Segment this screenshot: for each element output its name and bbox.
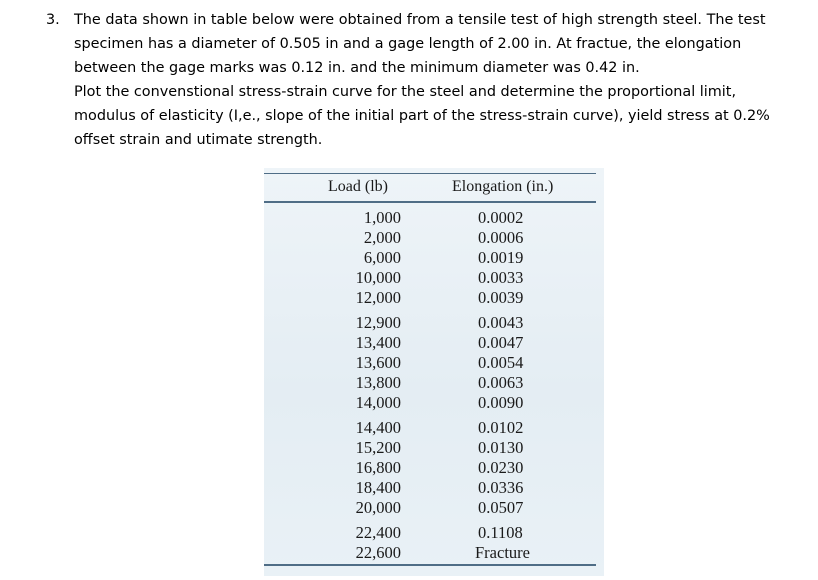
- elongation-cell: 0.0063: [478, 373, 524, 392]
- load-cell: 12,900: [355, 313, 401, 332]
- problem-line: offset strain and utimate strength.: [74, 132, 323, 148]
- load-column: [341, 208, 401, 563]
- elongation-cell: 0.0019: [478, 248, 524, 267]
- problem-line: specimen has a diameter of 0.505 in and a gage length of 2.00 in. At fractue, the elongation: [74, 36, 742, 52]
- load-cell: 20,000: [355, 498, 401, 517]
- elongation-cell: 0.0006: [478, 228, 524, 247]
- elongation-cell: 0.0054: [478, 353, 524, 372]
- load-cell: 22,400: [355, 523, 401, 542]
- elongation-cell: 0.0002: [478, 208, 524, 227]
- elongation-cell: 0.0047: [478, 333, 524, 352]
- problem-line: Plot the convenstional stress-strain curve for the steel and determine the proportional limit,: [74, 84, 737, 100]
- header-elongation: Elongation (in.): [452, 178, 554, 195]
- table-top-rule: [264, 173, 596, 174]
- load-cell: 13,400: [355, 333, 401, 352]
- load-cell: 14,000: [355, 393, 401, 412]
- load-cell: 13,800: [355, 373, 401, 392]
- elongation-column: [475, 208, 548, 563]
- load-cell: 1,000: [363, 208, 401, 227]
- elongation-cell: 0.0102: [478, 418, 524, 437]
- elongation-cell: 0.1108: [478, 523, 523, 542]
- problem-line: The data shown in table below were obtained from a tensile test of high strength steel. The test: [74, 12, 766, 28]
- problem-paragraph-2: [74, 80, 802, 152]
- load-cell: 10,000: [355, 268, 401, 287]
- load-cell: 22,600: [355, 543, 401, 562]
- table-bottom-rule: [264, 564, 596, 566]
- header-load: Load (lb): [328, 178, 388, 195]
- tensile-test-table: [264, 168, 604, 576]
- problem-paragraph-1: [74, 8, 802, 80]
- elongation-cell: 0.0043: [478, 313, 524, 332]
- load-cell: 12,000: [355, 288, 401, 307]
- load-cell: 14,400: [355, 418, 401, 437]
- elongation-cell-fracture: Fracture: [475, 543, 530, 562]
- problem-line: between the gage marks was 0.12 in. and the minimum diameter was 0.42 in.: [74, 60, 640, 76]
- elongation-cell: 0.0230: [478, 458, 524, 477]
- elongation-cell: 0.0039: [478, 288, 524, 307]
- load-cell: 18,400: [355, 478, 401, 497]
- problem-number: 3.: [46, 12, 60, 28]
- load-cell: 15,200: [355, 438, 401, 457]
- load-cell: 16,800: [355, 458, 401, 477]
- load-cell: 13,600: [355, 353, 401, 372]
- elongation-cell: 0.0336: [478, 478, 524, 497]
- table-header-rule: [264, 201, 596, 203]
- load-cell: 2,000: [363, 228, 401, 247]
- problem-line: modulus of elasticity (I,e., slope of the initial part of the stress-strain curve), yield stress at 0.2%: [74, 108, 770, 124]
- elongation-cell: 0.0507: [478, 498, 524, 517]
- elongation-cell: 0.0033: [478, 268, 524, 287]
- load-cell: 6,000: [363, 248, 401, 267]
- elongation-cell: 0.0130: [478, 438, 524, 457]
- elongation-cell: 0.0090: [478, 393, 524, 412]
